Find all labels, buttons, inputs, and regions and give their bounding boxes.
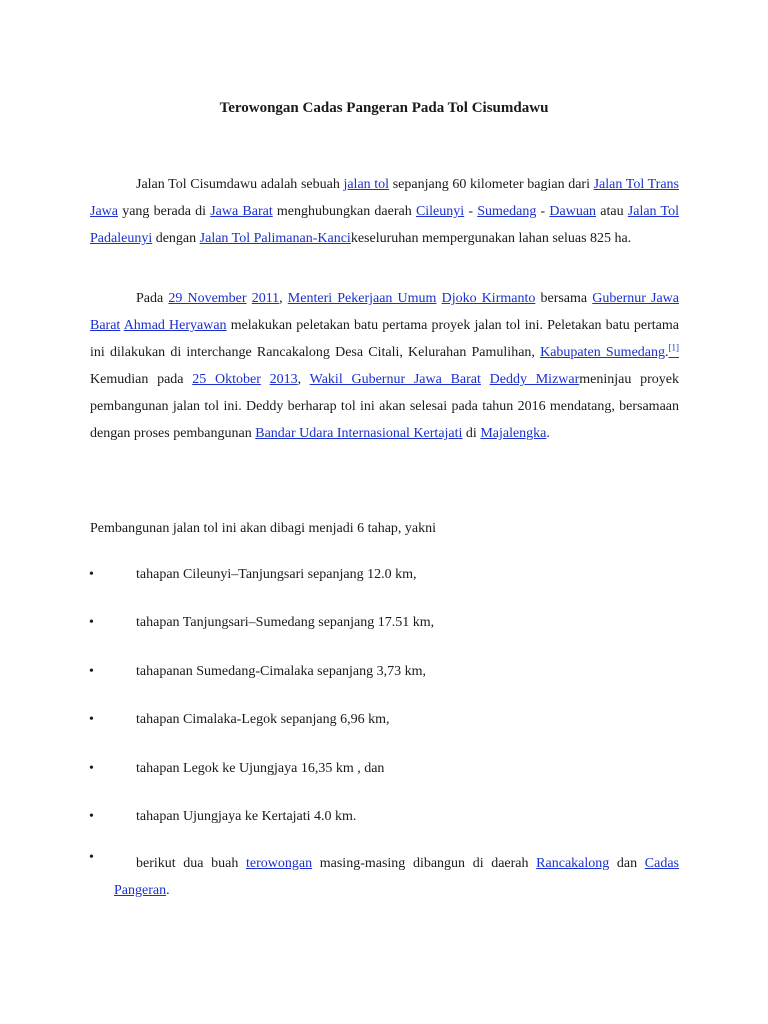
link-dawuan[interactable]: Dawuan	[549, 204, 597, 219]
text-run: .	[546, 426, 550, 441]
link-terowongan[interactable]: terowongan	[246, 856, 313, 871]
stage-text: tahapan Cileunyi–Tanjungsari sepanjang 12.0 km,	[136, 567, 417, 582]
bullet-icon: •	[89, 567, 94, 582]
link-sumedang[interactable]: Sumedang	[477, 204, 537, 219]
document-title: Terowongan Cadas Pangeran Pada Tol Cisumdawu	[219, 100, 549, 116]
footnote-link[interactable]	[668, 342, 680, 360]
footnote-ref: [1]	[668, 342, 679, 353]
text-run: .	[665, 345, 669, 360]
link-jalan-tol-padaleunyi[interactable]: Jalan Tol Padaleunyi	[90, 204, 679, 246]
list-item	[0, 755, 768, 803]
text-run	[261, 372, 270, 387]
text-run: masing-masing dibangun di daerah	[312, 856, 537, 871]
tunnels-text	[114, 850, 679, 904]
link-29-november[interactable]: 29 November	[168, 291, 247, 306]
text-run: melakukan peletakan batu pertama proyek jalan tol ini. Peletakan batu pertama ini dilakukan di interchange Rancakalong Desa Citali, Kelurahan Pamulihan,	[90, 318, 679, 360]
text-run: dengan	[152, 231, 200, 246]
text-run: -	[464, 204, 478, 219]
link-menteri-pekerjaan-umum[interactable]: Menteri Pekerjaan Umum	[287, 291, 437, 306]
stage-text: tahapan Cimalaka-Legok sepanjang 6,96 km,	[136, 712, 390, 728]
paragraph-history	[90, 285, 679, 447]
list-item	[0, 803, 768, 851]
text-run: sepanjang 60 kilometer bagian dari	[389, 177, 594, 192]
list-item	[0, 609, 768, 657]
stages-intro: Pembangunan jalan tol ini akan dibagi menjadi 6 tahap, yakni	[90, 521, 437, 536]
list-item	[0, 658, 768, 706]
text-run: bersama	[535, 291, 593, 306]
text-run: yang berada di	[118, 204, 211, 219]
bullet-icon: •	[89, 615, 94, 631]
stage-text: tahapan Ujungjaya ke Kertajati 4.0 km.	[136, 808, 357, 824]
text-run: dan	[609, 856, 645, 871]
bullet-icon: •	[89, 808, 94, 824]
link-cileunyi[interactable]: Cileunyi	[415, 204, 465, 219]
text-run: Pada	[136, 291, 169, 306]
bullet-icon: •	[89, 663, 94, 679]
link-bandar-udara-kertajati[interactable]: Bandar Udara Internasional Kertajati	[255, 426, 463, 441]
bullet-icon: •	[89, 850, 94, 865]
text-run: ,	[297, 372, 310, 387]
text-run: Kemudian pada	[90, 372, 193, 387]
text-run: keseluruhan mempergunakan lahan seluas 825 ha.	[350, 231, 632, 246]
link-wakil-gubernur-jawa-barat[interactable]: Wakil Gubernur Jawa Barat	[309, 372, 481, 387]
text-run: di	[462, 426, 481, 441]
text-run: ,	[279, 291, 288, 306]
link-jalan-tol[interactable]: jalan tol	[343, 177, 390, 192]
text-run: Jalan Tol Cisumdawu adalah sebuah	[136, 177, 344, 192]
list-item	[0, 706, 768, 754]
paragraph-intro	[90, 171, 679, 252]
link-rancakalong[interactable]: Rancakalong	[536, 856, 610, 871]
text-run: meninjau proyek pembangunan jalan tol ini. Deddy berharap tol ini akan selesai pada tahun 2016 mendatang, bersamaan dengan proses pembangunan	[90, 372, 679, 441]
link-deddy-mizwar[interactable]: Deddy Mizwar	[489, 372, 580, 387]
stages-list	[0, 561, 768, 851]
list-item	[0, 561, 768, 609]
text-run: .	[166, 883, 170, 898]
text-run	[481, 372, 490, 387]
bullet-icon: •	[89, 712, 94, 728]
bullet-icon: •	[89, 760, 94, 776]
stage-text: tahapanan Sumedang-Cimalaka sepanjang 3,73 km,	[136, 663, 427, 679]
stage-text: tahapan Tanjungsari–Sumedang sepanjang 17.51 km,	[136, 615, 435, 631]
link-djoko-kirmanto[interactable]: Djoko Kirmanto	[441, 291, 536, 306]
link-jawa-barat[interactable]: Jawa Barat	[210, 204, 273, 219]
link-gubernur-jawa-barat[interactable]: Gubernur Jawa Barat	[90, 291, 680, 333]
link-jalan-tol-trans-jawa[interactable]: Jalan Tol Trans Jawa	[90, 177, 679, 219]
text-run: berikut dua buah	[136, 856, 247, 871]
link-2011[interactable]: 2011	[251, 291, 280, 306]
link-jalan-tol-palimanan-kanci[interactable]: Jalan Tol Palimanan-Kanci	[199, 231, 351, 246]
link-majalengka[interactable]: Majalengka	[480, 426, 547, 441]
link-2013[interactable]: 2013	[269, 372, 298, 387]
text-run: -	[536, 204, 550, 219]
stage-text: tahapan Legok ke Ujungjaya 16,35 km , dan	[136, 760, 385, 776]
link-25-oktober[interactable]: 25 Oktober	[192, 372, 261, 387]
link-ahmad-heryawan[interactable]: Ahmad Heryawan	[123, 318, 227, 333]
link-cadas-pangeran[interactable]: Cadas Pangeran	[114, 856, 679, 898]
link-kabupaten-sumedang[interactable]: Kabupaten Sumedang	[540, 345, 665, 360]
text-run: menghubungkan daerah	[272, 204, 416, 219]
text-run: atau	[596, 204, 628, 219]
